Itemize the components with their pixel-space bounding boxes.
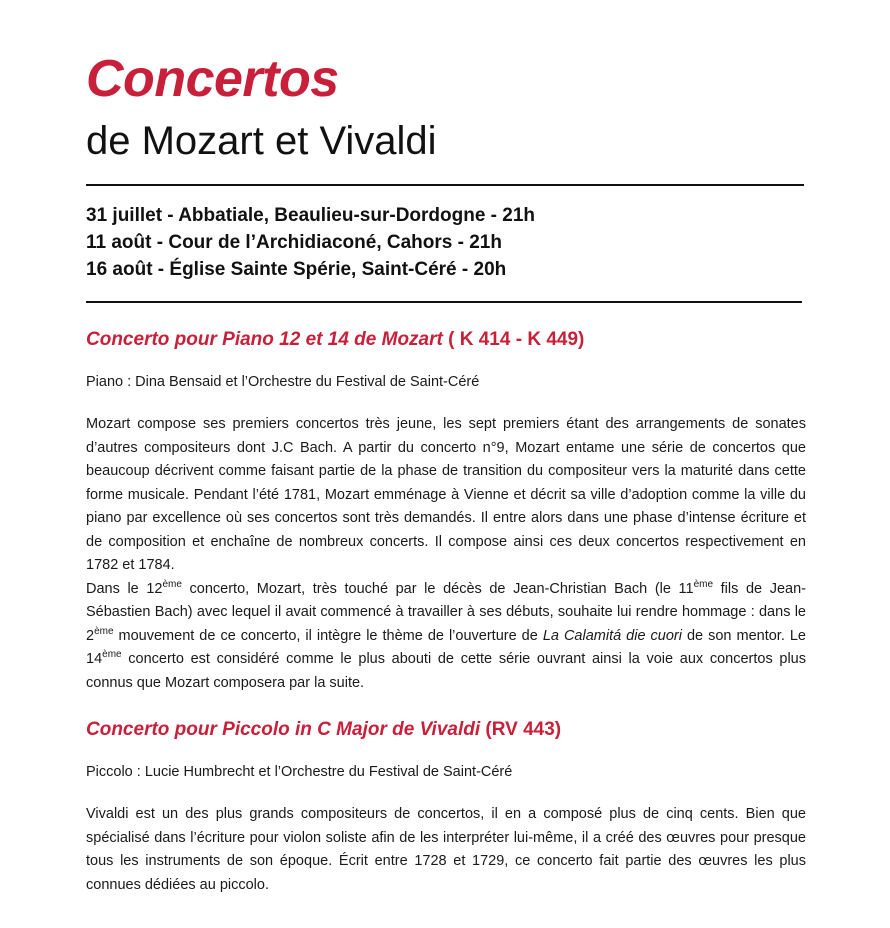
section-heading-title: Concerto pour Piccolo in C Major de Vivaldi: [86, 719, 481, 740]
divider-bottom: [86, 301, 802, 303]
date-line: 16 août - Église Sainte Spérie, Saint-Céré - 20h: [86, 259, 507, 280]
work-title: La Calamitá die cuori: [542, 627, 682, 644]
section-heading-ref: (RV 443): [480, 719, 562, 740]
section-heading-title: Concerto pour Piano 12 et 14 de Mozart: [86, 329, 443, 350]
dates-list: [86, 202, 806, 283]
performers-text: Piano : Dina Bensaid et l’Orchestre du Festival de Saint-Céré: [86, 374, 480, 390]
body-paragraph: Vivaldi est un des plus grands compositeurs de concertos, il en a composé plus de cinq cents. Bien que spécialisé dans l’écriture pour violon soliste afin de les interpréter lui-même, il a créé des œuvres pour presque tous les instruments de son époque. Écrit entre 1728 et 1729, ce concerto fait partie des œuvres les plus connues dédiées au piccolo.: [86, 806, 806, 893]
page-title: Concertos: [86, 50, 339, 108]
divider-top: [86, 184, 804, 186]
document-page: [86, 48, 806, 897]
date-line: 11 août - Cour de l’Archidiaconé, Cahors - 21h: [86, 232, 502, 253]
section-heading-mozart: [86, 327, 806, 353]
body-paragraph: Mozart compose ses premiers concertos très jeune, les sept premiers étant des arrangements de sonates d’autres compositeurs dont J.C Bach. A partir du concerto n°9, Mozart entame une série de concertos que beaucoup décrivent comme faisant partie de la phase de transition du compositeur vers la maturité dans cette forme musicale. Pendant l’été 1781, Mozart emménage à Vienne et décrit sa ville d’adoption comme la ville du piano par excellence où ses concertos sont très demandés. Il entre alors dans une phase d’intense écriture et de composition et enchaîne de nombreux concerts. Il compose ainsi ces deux concertos respectivement en 1782 et 1784.: [86, 416, 806, 573]
performers-text: Piccolo : Lucie Humbrecht et l’Orchestre du Festival de Saint-Céré: [86, 764, 513, 780]
page-subtitle: de Mozart et Vivaldi: [86, 119, 437, 163]
date-line: 31 juillet - Abbatiale, Beaulieu-sur-Dordogne - 21h: [86, 205, 536, 226]
body-paragraph: Dans le 12ème concerto, Mozart, très touché par le décès de Jean-Christian Bach (le 11ème fils de Jean-Sébastien Bach) avec lequel il avait commencé à travailler à ses débuts, souhaite lui rendre hommage : dans le 2ème mouvement de ce concerto, il intègre le thème de l’ouverture de La Calamitá die cuori de son mentor. Le 14ème concerto est considéré comme le plus abouti de cette série ouvrant ainsi la voie aux concertos plus connus que Mozart composera par la suite.: [86, 578, 806, 691]
section-heading-ref: ( K 414 - K 449): [442, 329, 585, 350]
section-heading-vivaldi: [86, 717, 806, 743]
